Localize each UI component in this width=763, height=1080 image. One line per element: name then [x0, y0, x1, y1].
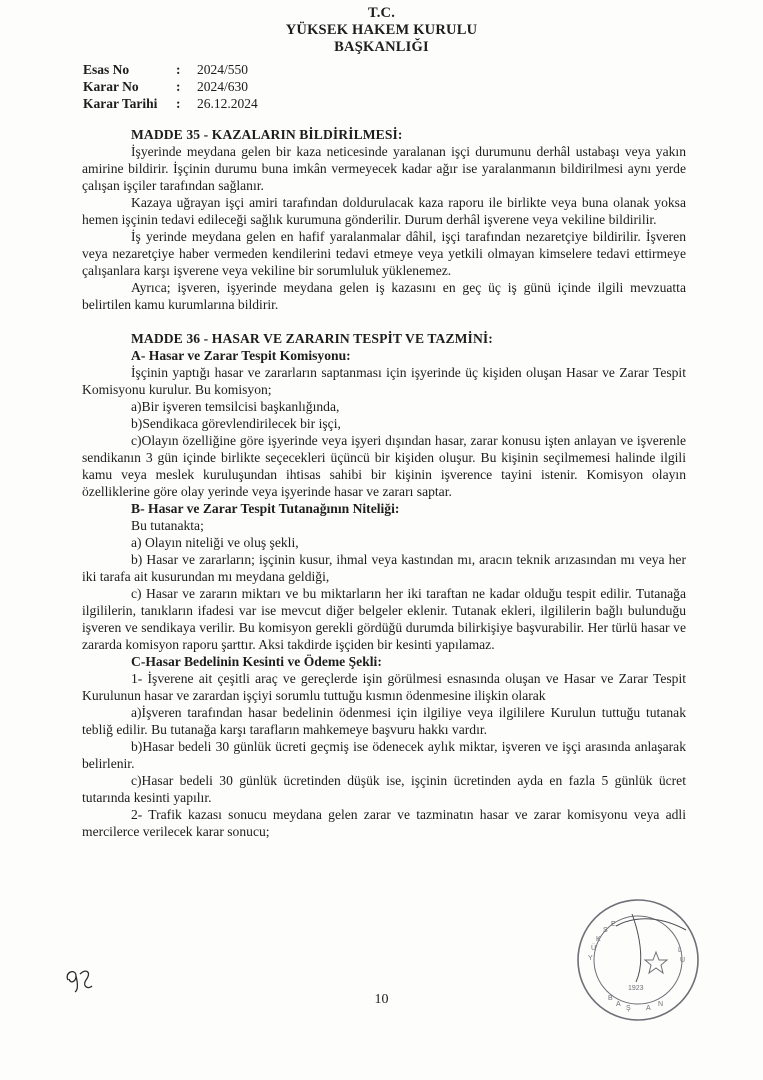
article-36-title: MADDE 36 - HASAR VE ZARARIN TESPİT VE TAZMİNİ:	[131, 331, 493, 346]
svg-text:A: A	[616, 1001, 621, 1008]
svg-text:1923: 1923	[628, 985, 644, 992]
header-tc: T.C.	[367, 5, 396, 21]
esas-row	[83, 61, 258, 78]
section-b-intro: Bu tutanakta;	[131, 518, 204, 533]
header-office: BAŞKANLIĞI	[334, 39, 429, 55]
section-c-title: C-Hasar Bedelinin Kesinti ve Ödeme Şekli:	[131, 654, 382, 669]
tarih-row	[83, 95, 258, 112]
section-b-item-a: a) Olayın niteliği ve oluş şekli,	[131, 535, 299, 550]
section-a-title: A- Hasar ve Zarar Tespit Komisyonu:	[131, 348, 351, 363]
svg-text:A: A	[646, 1005, 651, 1012]
section-c-paragraph-1: 1- İşverene ait çeşitli araç ve gereçlerde işin görülmesi esnasında oluşan ve Hasar ve Zarar Tespit Kurulunun hasar ve zarardan işçiyi sorumlu tuttuğu kısmın ödenmesine ilişkin olarak	[82, 671, 686, 703]
article-35-paragraph-2: Kazaya uğrayan işçi amiri tarafından doldurulacak kaza raporu ile birlikte veya buna olanak yoksa hemen işçinin tedavi edileceği sağlık kurumuna gönderilir. Durum derhâl işverene veya vekiline bildirilir.	[82, 195, 686, 227]
article-35-title: MADDE 35 - KAZALARIN BİLDİRİLMESİ:	[131, 127, 403, 142]
document-body	[82, 126, 686, 840]
karar-label: Karar No	[83, 79, 139, 94]
section-c-paragraph-2: 2- Trafik kazası sonucu meydana gelen zarar ve tazminatın hasar ve zarar komisyonu veya adli mercilerce verilecek karar sonucu;	[82, 807, 686, 839]
case-metadata	[83, 61, 258, 112]
official-stamp	[568, 890, 708, 1030]
section-c-item-a: a)İşveren tarafından hasar bedelinin ödenmesi için ilgiliye veya ilgililere Kurulun tuttuğu tutanak tebliğ edilir. Bu tutanağa karşı tarafların mahkemeye başvuru hakkı vardır.	[82, 705, 686, 737]
svg-text:L: L	[678, 947, 682, 954]
svg-text:U: U	[680, 957, 686, 964]
section-gap	[82, 313, 686, 330]
svg-text:N: N	[658, 1001, 664, 1008]
tarih-colon: :	[176, 96, 181, 111]
handwritten-signature	[62, 962, 96, 994]
header-institution: YÜKSEK HAKEM KURULU	[285, 22, 478, 38]
esas-label: Esas No	[83, 62, 130, 77]
esas-colon: :	[176, 62, 181, 77]
section-b-item-b: b) Hasar ve zararların; işçinin kusur, ihmal veya kastından mı, aracın teknik arızasından mı veya her iki tarafa ait kusurundan mı meydana geldiği,	[82, 552, 686, 584]
section-c-item-c: c)Hasar bedeli 30 günlük ücretinden düşük ise, işçinin ücretinden ayda en fazla 5 günlük ücret tutarında kesinti yapılır.	[82, 773, 686, 805]
document-header	[0, 5, 763, 56]
svg-text:S: S	[603, 927, 608, 934]
esas-value: 2024/550	[197, 62, 249, 77]
section-b-item-c: c) Hasar ve zararın miktarı ve bu miktarların her iki taraftan ne kadar olduğu tespit edilir. Tutanağa ilgililerin, tanıkların ifadesi var ise mevcut diğer belgeler eklenir. Tutanak ekleri, ilgililerin bağlı bulunduğu işveren ve sendikaya verilir. Bu komisyon gerekli gördüğü durumda bilirkişiye başvurabilir. Her türlü hasar ve zararda komisyon raporu şarttır. Aksi takdirde işçiden bir kesinti yapılamaz.	[82, 586, 686, 652]
section-a-item-c: c)Olayın özelliğine göre işyerinde veya işyeri dışından hasar, zarar konusu işten anlayan ve işverenle sendikanın 3 gün içinde birlikte seçecekleri üçüncü bir kişiden oluşur. Bu kişinin seçilmemesi halinde ilgili kamu veya meslek kuruluşundan ihtisas sahibi bir kişinin işverence tayini istenir. Komisyon olayın özelliklerine göre olay yerinde veya işyerinde hasar ve zararı saptar.	[82, 433, 686, 499]
karar-row	[83, 78, 258, 95]
svg-text:Ü: Ü	[591, 945, 597, 952]
svg-text:Ş: Ş	[626, 1005, 631, 1012]
svg-text:B: B	[608, 995, 613, 1002]
karar-value: 2024/630	[197, 79, 249, 94]
svg-text:Y: Y	[588, 955, 593, 962]
tarih-value: 26.12.2024	[197, 96, 258, 111]
section-a-paragraph: İşçinin yaptığı hasar ve zararların saptanması için işyerinde üç kişiden oluşan Hasar ve Zarar Tespit Komisyonu kurulur. Bu komisyon;	[82, 365, 686, 397]
tarih-label: Karar Tarihi	[83, 96, 158, 111]
section-c-item-b: b)Hasar bedeli 30 günlük ücreti geçmiş ise ödenecek aylık miktar, işveren ve işçi arasında anlaşarak belirlenir.	[82, 739, 686, 771]
article-35-paragraph-3: İş yerinde meydana gelen en hafif yaralanmalar dâhil, işçi tarafından nezaretçiye bildirilir. İşveren veya nezaretçiye haber vermeden kendilerini tedavi etmeye veya yetkili olmayan kimselere tedavi ettirmeye çalışanlara karşı işverene veya vekiline bir sorumluluk yüklenemez.	[82, 229, 686, 278]
karar-colon: :	[176, 79, 181, 94]
section-b-title: B- Hasar ve Zarar Tespit Tutanağının Niteliği:	[131, 501, 400, 516]
section-a-item-b: b)Sendikaca görevlendirilecek bir işçi,	[131, 416, 341, 431]
page-number: 10	[374, 992, 389, 1007]
article-35-paragraph-1: İşyerinde meydana gelen bir kaza neticesinde yaralanan işçi durumunu derhâl ustabaşı veya yakın amirine bildirir. İşçinin durumu buna imkân vermeyecek kadar ağır ise yaralanmanın bildirilmesi aynı yerde çalışan işçiler tarafından sağlanır.	[82, 144, 686, 193]
article-35-paragraph-4: Ayrıca; işveren, işyerinde meydana gelen iş kazasını en geç üç iş günü içinde ilgili mevzuatta belirtilen kamu kurumlarına bildirir.	[82, 280, 686, 312]
svg-text:E: E	[611, 921, 616, 928]
section-a-item-a: a)Bir işveren temsilcisi başkanlığında,	[131, 399, 340, 414]
svg-text:K: K	[596, 936, 601, 943]
